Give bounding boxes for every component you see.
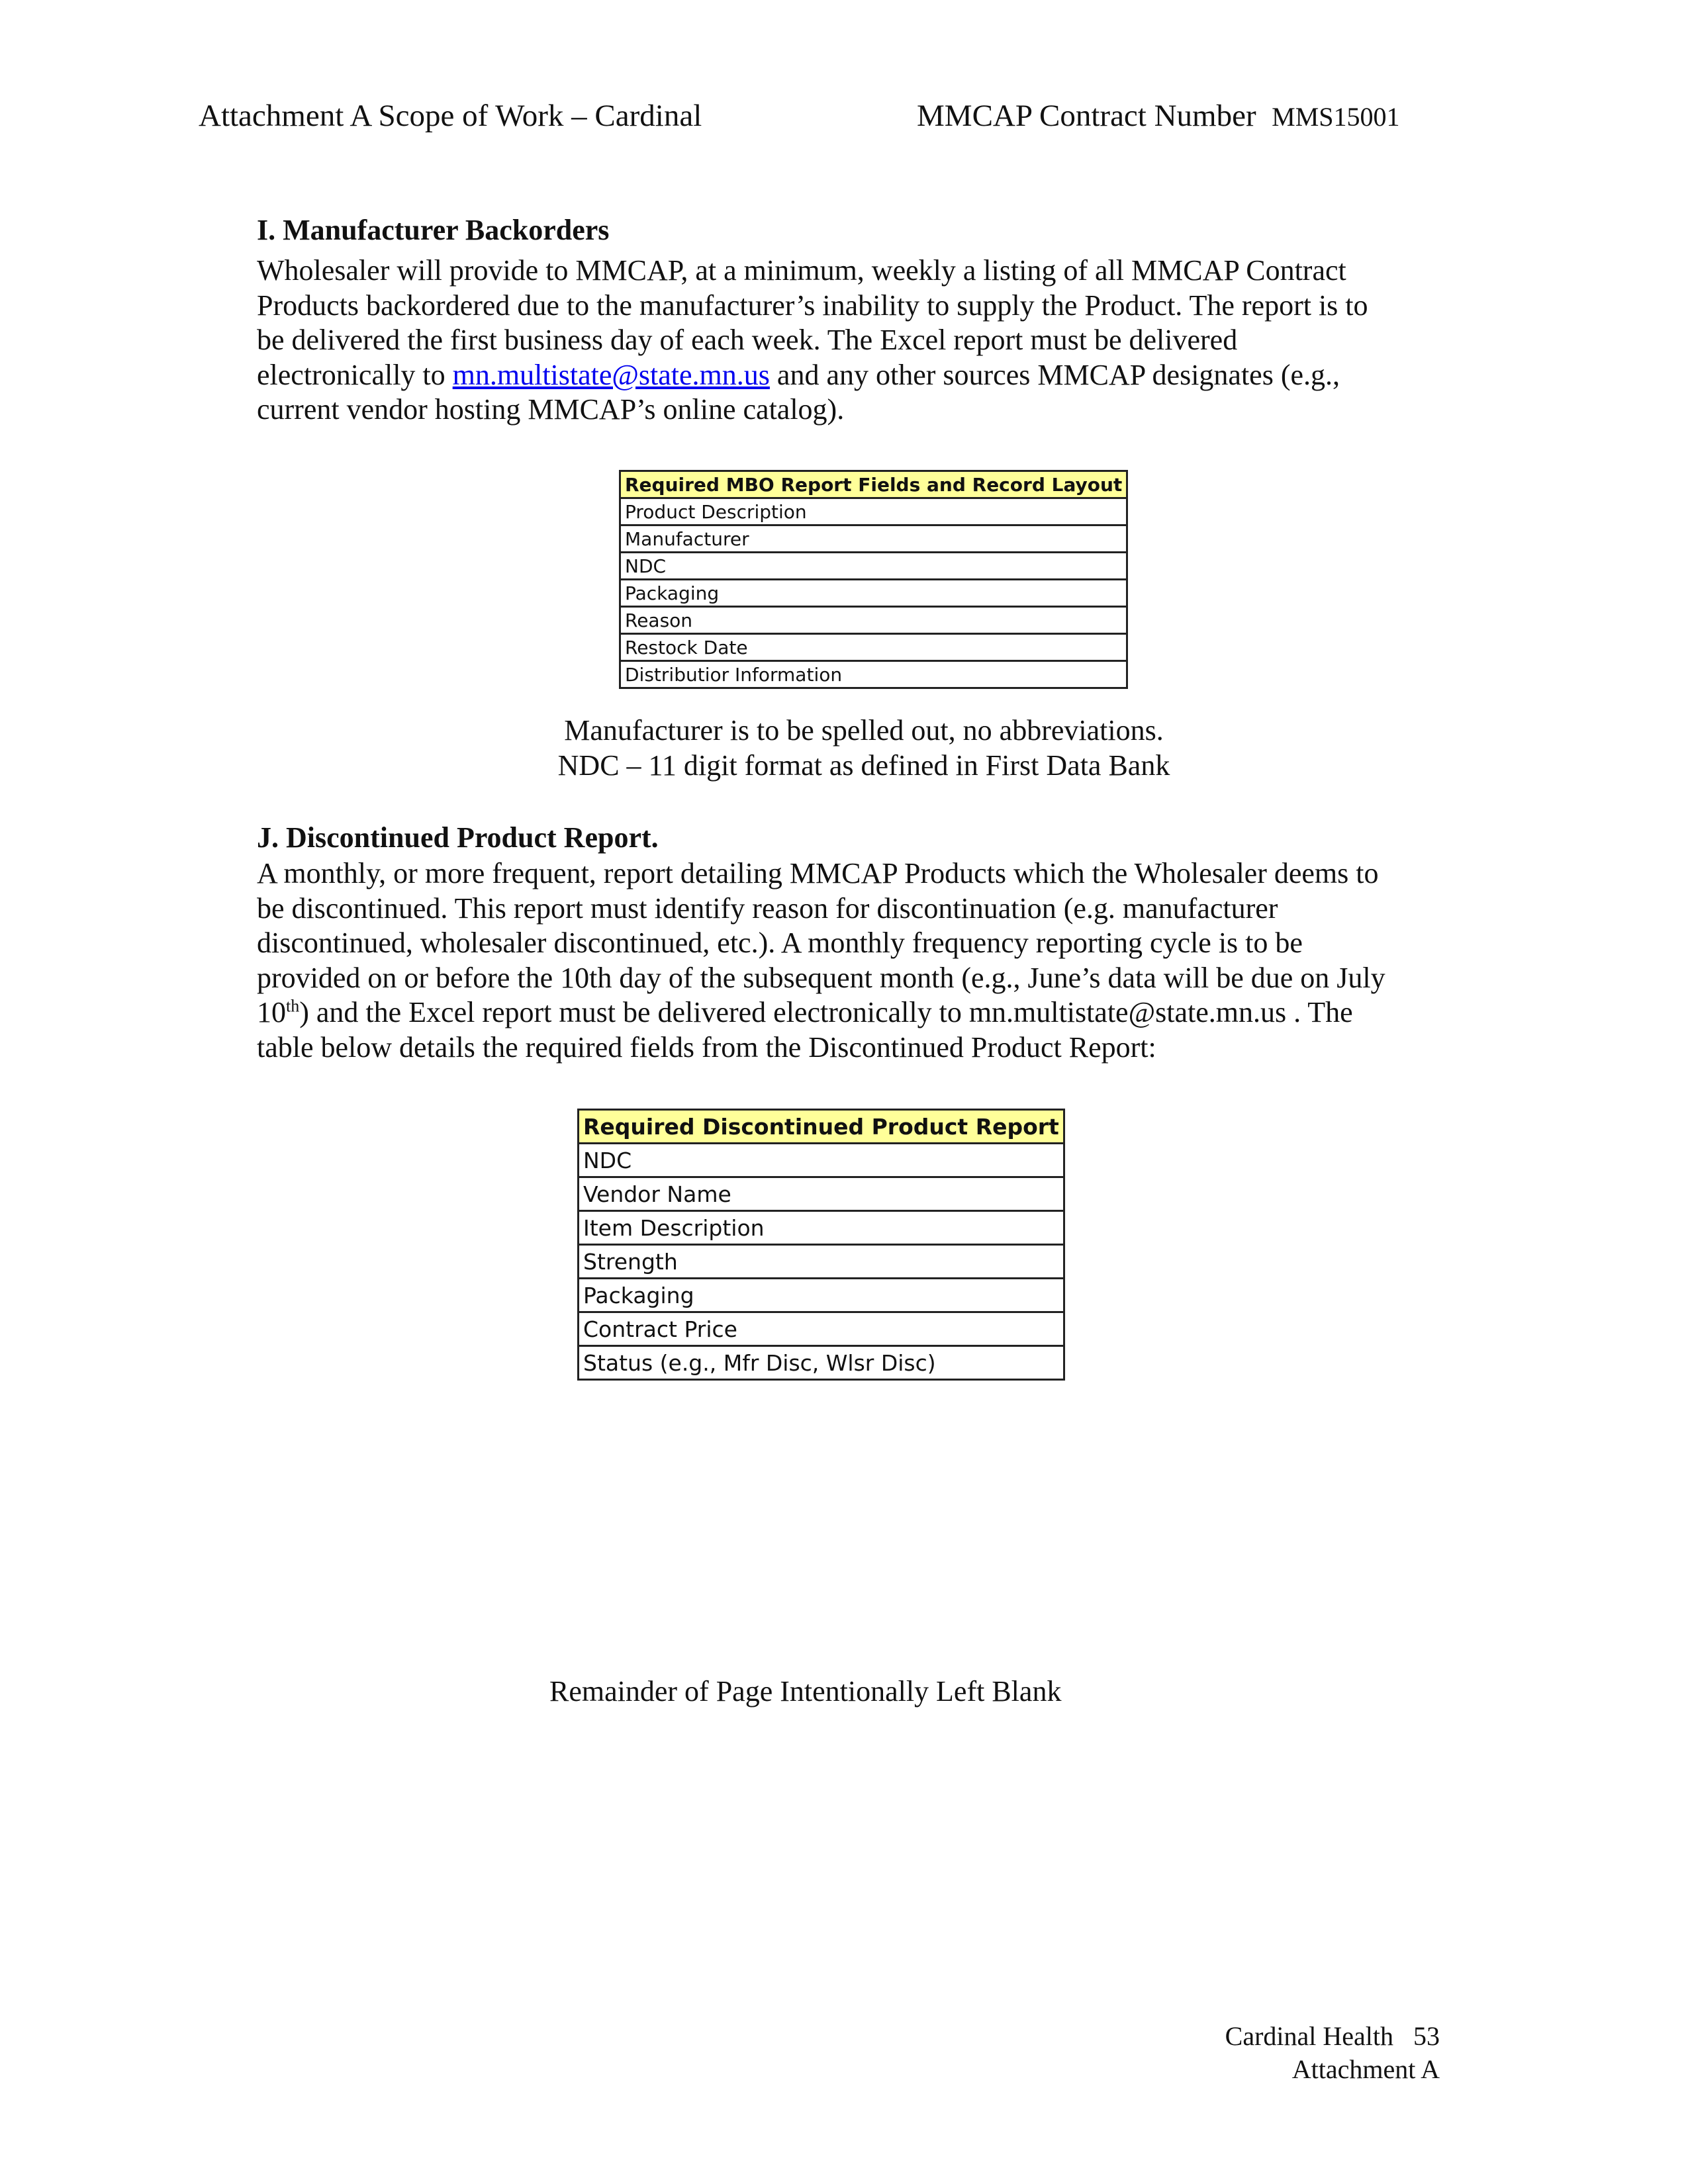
page-number: 53 [1413,2021,1440,2051]
text-segment: electronically to [257,358,453,391]
section-i-paragraph [257,253,1462,428]
paragraph-line: current vendor hosting MMCAP’s online catalog). [257,393,845,426]
table-row: Status (e.g., Mfr Disc, Wlsr Disc) [579,1346,1064,1380]
discontinued-product-report-table [577,1109,1065,1381]
text-segment: 10 [257,996,286,1029]
section-j-paragraph [257,856,1462,1066]
table-header: Required MBO Report Fields and Record Layout [620,471,1127,498]
paragraph-line: table below details the required fields from the Discontinued Product Report: [257,1030,1156,1064]
table-row: Vendor Name [579,1177,1064,1211]
footer-company-page [1225,2021,1440,2052]
paragraph-line: provided on or before the 10th day of the subsequent month (e.g., June’s data will be due on July [257,961,1385,994]
section-j-heading: J. Discontinued Product Report. [257,821,659,854]
table-row: Distributior Information [620,661,1127,688]
table-row: Strength [579,1245,1064,1279]
table-row: Product Description [620,498,1127,525]
paragraph-line: be delivered the first business day of each week. The Excel report must be delivered [257,324,1238,357]
paragraph-line: discontinued, wholesaler discontinued, etc.). A monthly frequency reporting cycle is to be [257,927,1303,960]
contract-label: MMCAP Contract Number [917,99,1256,133]
table-row: NDC [579,1144,1064,1177]
paragraph-line: Products backordered due to the manufacturer’s inability to supply the Product. The report is to [257,289,1368,322]
blank-page-notice: Remainder of Page Intentionally Left Blank [549,1675,1062,1707]
table-row: Reason [620,607,1127,634]
table-row: Packaging [620,580,1127,607]
table-header: Required Discontinued Product Report [579,1110,1064,1144]
paragraph-line [257,358,1462,393]
paragraph-line: Wholesaler will provide to MMCAP, at a minimum, weekly a listing of all MMCAP Contract [257,254,1346,287]
table-row: Packaging [579,1279,1064,1312]
section-i-heading: I. Manufacturer Backorders [257,214,610,246]
table-row: Restock Date [620,634,1127,661]
text-segment: ) and the Excel report must be delivered electronically to mn.multistate@state.mn.us . The [299,996,1353,1029]
paragraph-line [257,995,1462,1030]
table-row: Manufacturer [620,525,1127,553]
footer-attachment: Attachment A [1291,2054,1440,2084]
contract-number: MMS15001 [1272,102,1400,132]
header-left: Attachment A Scope of Work – Cardinal [199,99,702,133]
email-link[interactable]: mn.multistate@state.mn.us [452,358,770,391]
header-right [917,98,1400,134]
footer-company: Cardinal Health [1225,2021,1393,2051]
paragraph-line: A monthly, or more frequent, report detailing MMCAP Products which the Wholesaler deems to [257,857,1379,889]
table-row: Contract Price [579,1312,1064,1346]
superscript: th [286,996,300,1016]
paragraph-line: be discontinued. This report must identify reason for discontinuation (e.g. manufacturer [257,891,1278,925]
table-row: Item Description [579,1211,1064,1245]
ndc-note: NDC – 11 digit format as defined in First Data Bank [557,749,1170,782]
table-row: NDC [620,553,1127,580]
manufacturer-note: Manufacturer is to be spelled out, no abbreviations. [564,714,1164,747]
text-segment: and any other sources MMCAP designates (e.g., [769,358,1340,391]
mbo-report-fields-table [619,470,1128,689]
